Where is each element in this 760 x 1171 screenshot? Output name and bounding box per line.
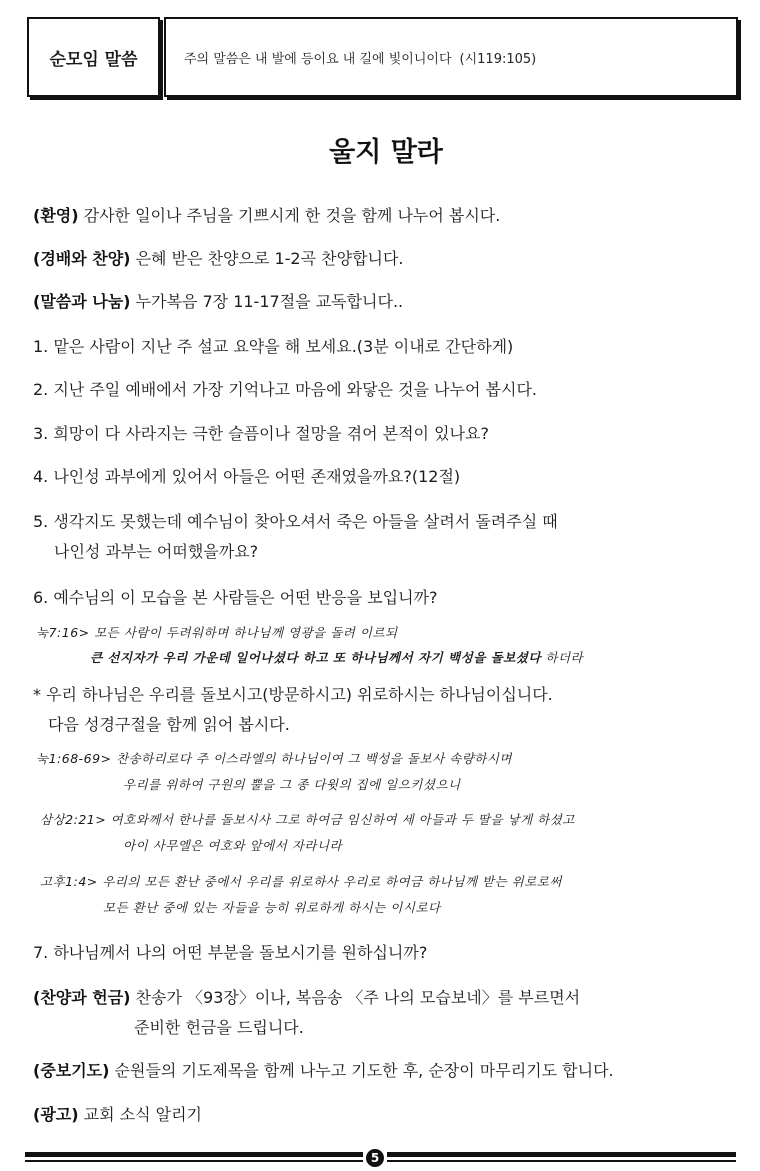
scripture-luke-1-68-line1: 눅1:68-69> 찬송하리로다 주 이스라엘의 하나님이여 그 백성을 돌보사 속량하시며 xyxy=(36,751,512,766)
section-worship xyxy=(33,246,404,269)
section-text: 교회 소식 알리기 xyxy=(78,1105,202,1124)
scripture-luke-7-16-line1: 눅7:16> 모든 사람이 두려워하며 하나님께 영광을 돌려 이르되 xyxy=(36,625,398,640)
header-label-text: 순모임 말씀 xyxy=(49,49,138,70)
section-tag: (찬양과 헌금) xyxy=(33,988,131,1007)
closing-offering xyxy=(33,985,580,1008)
scripture-tail: 하더라 xyxy=(540,650,584,665)
note-line1: * 우리 하나님은 우리를 돌보시고(방문하시고) 위로하시는 하나님이십니다. xyxy=(33,685,553,704)
scripture-luke-1-68-line2: 우리를 위하여 구원의 뿔을 그 종 다윗의 집에 일으키셨으니 xyxy=(123,777,461,792)
section-word xyxy=(33,289,403,312)
question-4: 4. 나인성 과부에게 있어서 아들은 어떤 존재였을까요?(12절) xyxy=(33,467,461,486)
section-text: 누가복음 7장 11-17절을 교독합니다.. xyxy=(130,292,404,311)
footer-rule-left-thin xyxy=(25,1160,363,1162)
footer-rule-right-thin xyxy=(387,1160,736,1162)
page-number: 5 xyxy=(366,1149,384,1167)
section-text: 순원들의 기도제목을 함께 나누고 기도한 후, 순장이 마무리기도 합니다. xyxy=(109,1061,614,1080)
footer-rule-right xyxy=(387,1152,736,1157)
scripture-1sam-2-21-line2: 아이 사무엘은 여호와 앞에서 자라니라 xyxy=(123,838,343,853)
note-line2: 다음 성경구절을 함께 읽어 봅시다. xyxy=(48,715,290,734)
section-text: 감사한 일이나 주님을 기쁘시게 한 것을 함께 나누어 봅시다. xyxy=(78,206,501,225)
scripture-luke-7-16-line2 xyxy=(90,648,583,666)
header-verse-text: 주의 말씀은 내 발에 등이요 내 길에 빛이니이다 xyxy=(184,51,452,67)
question-5-line1: 5. 생각지도 못했는데 예수님이 찾아오셔서 죽은 아들을 살려서 돌려주실 때 xyxy=(33,512,558,531)
section-tag: (환영) xyxy=(33,206,79,225)
header-verse-ref: (시119:105) xyxy=(459,51,537,67)
footer-rule-left xyxy=(25,1152,363,1157)
page-title: 울지 말라 xyxy=(329,137,443,168)
section-welcome xyxy=(33,203,500,226)
section-text: 찬송가 〈93장〉이나, 복음송 〈주 나의 모습보네〉를 부르면서 xyxy=(130,988,581,1007)
section-tag: (중보기도) xyxy=(33,1061,110,1080)
section-tag: (말씀과 나눔) xyxy=(33,292,131,311)
header-label xyxy=(27,17,160,97)
question-5-line2: 나인성 과부는 어떠했을까요? xyxy=(54,542,259,561)
scripture-2cor-1-4-line2: 모든 환난 중에 있는 자들을 능히 위로하게 하시는 이시로다 xyxy=(103,900,441,915)
section-text: 은혜 받은 찬양으로 1-2곡 찬양합니다. xyxy=(130,249,404,268)
section-tag: (광고) xyxy=(33,1105,79,1124)
question-3: 3. 희망이 다 사라지는 극한 슬픔이나 절망을 겪어 본적이 있나요? xyxy=(33,424,489,443)
question-2: 2. 지난 주일 예배에서 가장 기억나고 마음에 와닿은 것을 나누어 봅시다. xyxy=(33,380,537,399)
closing-prayer xyxy=(33,1058,614,1081)
question-1: 1. 맡은 사람이 지난 주 설교 요약을 해 보세요.(3분 이내로 간단하게) xyxy=(33,337,514,356)
closing-notice xyxy=(33,1102,202,1125)
scripture-2cor-1-4-line1: 고후1:4> 우리의 모든 환난 중에서 우리를 위로하사 우리로 하여금 하나님께 받는 위로로써 xyxy=(40,874,562,889)
scripture-emphasis: 큰 선지자가 우리 가운데 일어나셨다 하고 또 하나님께서 자기 백성을 돌보셨다 xyxy=(90,650,541,665)
question-6: 6. 예수님의 이 모습을 본 사람들은 어떤 반응을 보입니까? xyxy=(33,588,438,607)
question-7: 7. 하나님께서 나의 어떤 부분을 돌보시기를 원하십니까? xyxy=(33,943,428,962)
header-verse xyxy=(164,17,738,97)
closing-offering-line2: 준비한 헌금을 드립니다. xyxy=(134,1018,304,1037)
scripture-1sam-2-21-line1: 삼상2:21> 여호와께서 한나를 돌보시사 그로 하여금 임신하여 세 아들과 두 딸을 낳게 하셨고 xyxy=(40,812,575,827)
section-tag: (경배와 찬양) xyxy=(33,249,131,268)
